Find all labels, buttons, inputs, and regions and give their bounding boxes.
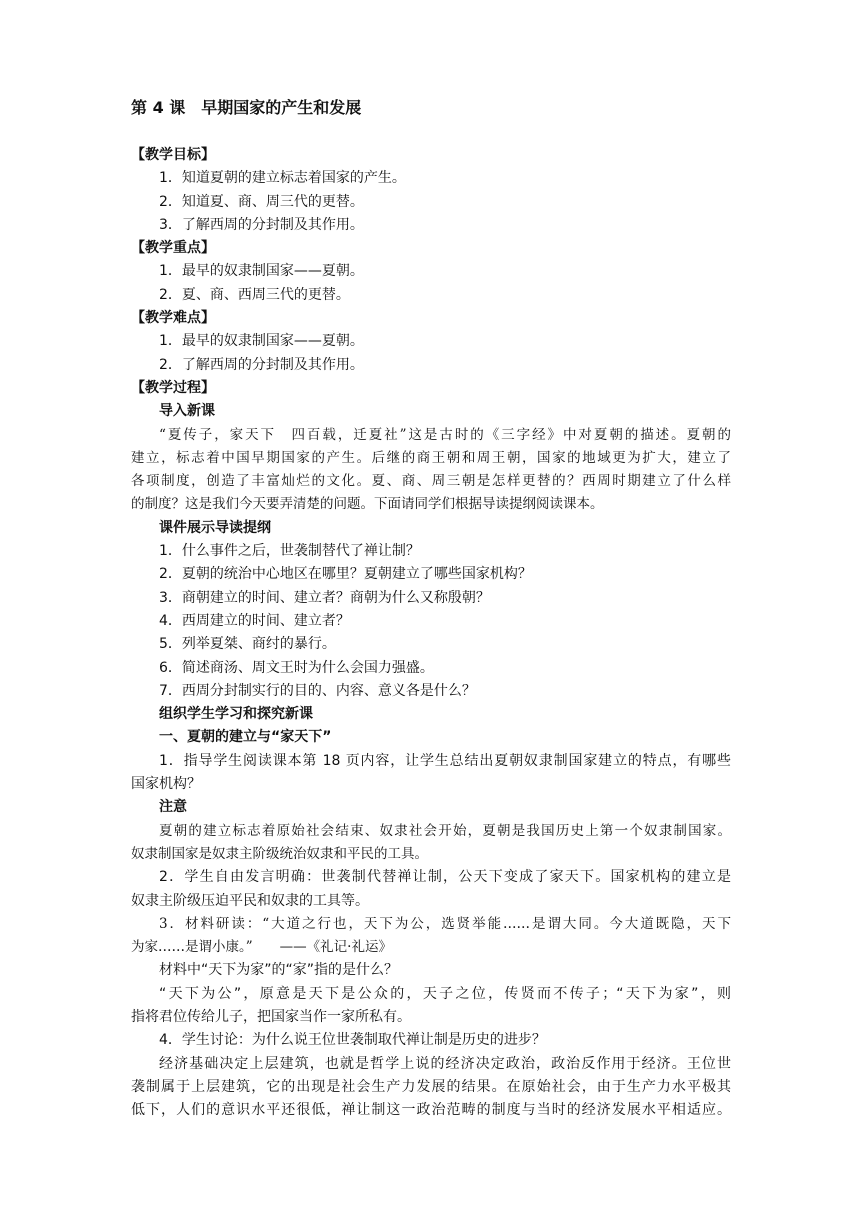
difficulty-item: 2．了解西周的分封制及其作用。 [159, 356, 364, 373]
note-line: 奴隶制国家是奴隶主阶级统治奴隶和平民的工具。 [131, 845, 428, 862]
outline-item: 4．西周建立的时间、建立者？ [159, 612, 350, 629]
section1-heading: 一、夏朝的建立与“家天下” [159, 729, 332, 746]
process-heading: 【教学过程】 [131, 379, 215, 396]
intro-heading: 导入新课 [159, 403, 215, 420]
intro-paragraph-line: 的制度？这是我们今天要弄清楚的问题。下面请同学们根据导读提纲阅读课本。 [131, 496, 604, 513]
question-line: 材料中“天下为家”的“家”指的是什么？ [159, 962, 399, 979]
difficulty-item: 1．最早的奴隶制国家——夏朝。 [159, 333, 364, 350]
answer-line: 指将君位传给儿子，把国家当作一家所私有。 [131, 1008, 411, 1025]
outline-item: 1．什么事件之后，世袭制替代了禅让制？ [159, 543, 420, 560]
outline-item: 3．商朝建立的时间、建立者？商朝为什么又称殷朝？ [159, 589, 490, 606]
section1-item1-line: 1．指导学生阅读课本第 18 页内容，让学生总结出夏朝奴隶制国家建立的特点，有哪些 [159, 752, 731, 769]
section1-item2-line: 2．学生自由发言明确：世袭制代替禅让制，公天下变成了家天下。国家机构的建立是 [159, 869, 731, 886]
outline-item: 6．简述商汤、周文王时为什么会国力强盛。 [159, 659, 434, 676]
goal-item: 1．知道夏朝的建立标志着国家的产生。 [159, 170, 406, 187]
section1-item4-line: 4．学生讨论：为什么说王位世袭制取代禅让制是历史的进步？ [159, 1032, 546, 1049]
section1-item3-line: 为家……是谓小康。” ——《礼记·礼运》 [131, 939, 392, 956]
key-point-item: 1．最早的奴隶制国家——夏朝。 [159, 263, 364, 280]
outline-heading: 课件展示导读提纲 [159, 519, 271, 536]
difficulties-heading: 【教学难点】 [131, 310, 215, 327]
final-paragraph-line: 袭制属于上层建筑，它的出现是社会生产力发展的结果。在原始社会，由于生产力水平极其 [131, 1078, 731, 1095]
lesson-title: 第 4 课 早期国家的产生和发展 [131, 98, 362, 117]
answer-line: “天下为公”，原意是天下是公众的，天子之位，传贤而不传子；“天下为家”，则 [159, 985, 731, 1002]
outline-item: 5．列举夏桀、商纣的暴行。 [159, 636, 336, 653]
goal-item: 2．知道夏、商、周三代的更替。 [159, 193, 364, 210]
intro-paragraph-line: 各项制度，创造了丰富灿烂的文化。夏、商、周三朝是怎样更替的？西周时期建立了什么样 [131, 473, 731, 490]
note-heading: 注意 [159, 799, 187, 816]
final-paragraph-line: 经济基础决定上层建筑，也就是哲学上说的经济决定政治，政治反作用于经济。王位世 [159, 1055, 731, 1072]
document-content [131, 96, 731, 1122]
intro-paragraph-line: “夏传子，家天下 四百载，迁夏社”这是古时的《三字经》中对夏朝的描述。夏朝的 [159, 426, 731, 443]
goal-item: 3．了解西周的分封制及其作用。 [159, 216, 364, 233]
outline-item: 7．西周分封制实行的目的、内容、意义各是什么？ [159, 682, 476, 699]
note-line: 夏朝的建立标志着原始社会结束、奴隶社会开始，夏朝是我国历史上第一个奴隶制国家。 [159, 822, 731, 839]
key-point-item: 2．夏、商、西周三代的更替。 [159, 286, 350, 303]
goals-heading: 【教学目标】 [131, 147, 215, 163]
section1-item2-line: 奴隶主阶级压迫平民和奴隶的工具等。 [131, 892, 369, 909]
section1-item1-line: 国家机构？ [131, 776, 201, 793]
organize-heading: 组织学生学习和探究新课 [159, 706, 313, 723]
final-paragraph-line: 低下，人们的意识水平还很低，禅让制这一政治范畴的制度与当时的经济发展水平相适应。 [131, 1102, 731, 1119]
outline-item: 2．夏朝的统治中心地区在哪里？夏朝建立了哪些国家机构？ [159, 566, 532, 583]
key-points-heading: 【教学重点】 [131, 240, 215, 257]
intro-paragraph-line: 建立，标志着中国早期国家的产生。后继的商王朝和周王朝，国家的地域更为扩大，建立了 [131, 449, 731, 466]
section1-item3-line: 3．材料研读：“大道之行也，天下为公，选贤举能……是谓大同。今大道既隐，天下 [159, 915, 731, 932]
